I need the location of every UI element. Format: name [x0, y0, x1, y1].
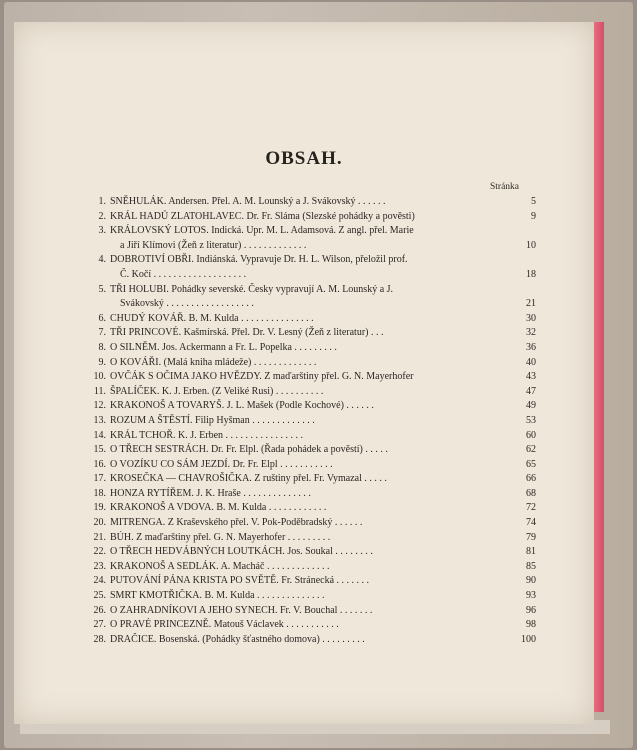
entry-page: 49: [526, 400, 536, 412]
toc-entry: [86, 370, 536, 385]
entry-number: 24.: [93, 575, 106, 587]
entry-number: 17.: [93, 473, 106, 485]
entry-number: 1.: [98, 196, 106, 207]
entry-title: TŘI PRINCOVÉ. Kašmírská. Přel. Dr. V. Lesný (Žeň z literatur) . . .: [110, 327, 384, 339]
entry-title: DOBROTIVÍ OBŘI. Indiánská. Vypravuje Dr. H. L. Wilson, přeložil prof.: [110, 254, 408, 266]
toc-entry: [86, 443, 536, 458]
entry-page: 96: [526, 604, 536, 616]
entry-title: ROZUM A ŠTĚSTÍ. Filip Hyšman . . . . . . . . . . . . .: [110, 414, 315, 426]
entry-page: 81: [526, 546, 536, 558]
entry-page: 98: [526, 619, 536, 631]
entry-number: 27.: [93, 619, 106, 631]
entry-number: 18.: [93, 487, 106, 499]
entry-number: 16.: [93, 458, 106, 470]
entry-title: PUTOVÁNÍ PÁNA KRISTA PO SVĚTĚ. Fr. Stránecká . . . . . . .: [110, 575, 370, 587]
entry-page: 21: [526, 298, 536, 310]
entry-title: BÚH. Z maďarštiny přel. G. N. Mayerhofer . . . . . . . . .: [110, 531, 331, 543]
toc-entry: [86, 385, 536, 400]
toc-entry: [86, 458, 536, 473]
page-title: OBSAH.: [265, 148, 343, 169]
entry-title: ŠPALÍČEK. K. J. Erben. (Z Veliké Rusi) . . . . . . . . . .: [110, 385, 324, 397]
entry-title: O VOZÍKU CO SÁM JEZDÍ. Dr. Fr. Elpl . . . . . . . . . . .: [110, 458, 333, 470]
entry-number: 14.: [93, 429, 106, 441]
entry-page: 36: [526, 341, 536, 353]
toc-entry: [86, 516, 536, 531]
toc-entry: [86, 560, 536, 575]
entry-page: 100: [521, 633, 536, 645]
toc-entry: [86, 195, 536, 210]
entry-page: 53: [526, 414, 536, 426]
table-of-contents: [86, 195, 536, 647]
entry-page: 66: [526, 473, 536, 485]
toc-entry: [86, 239, 536, 254]
entry-number: 26.: [93, 604, 106, 616]
entry-page: 9: [531, 210, 536, 222]
entry-title: O TŘECH HEDVÁBNÝCH LOUTKÁCH. Jos. Soukal . . . . . . . .: [110, 546, 373, 558]
entry-title: O PRAVÉ PRINCEZNĚ. Matouš Václavek . . . . . . . . . . .: [110, 619, 339, 631]
entry-page: 68: [526, 487, 536, 499]
entry-page: 5: [531, 196, 536, 207]
entry-number: 6.: [98, 312, 106, 324]
entry-page: 62: [526, 444, 536, 456]
entry-number: 9.: [98, 356, 106, 368]
entry-title: KRAKONOŠ A TOVARYŠ. J. L. Mašek (Podle Kochové) . . . . . .: [110, 400, 374, 412]
toc-entry: [86, 210, 536, 225]
toc-entry: [86, 341, 536, 356]
entry-title: O ZAHRADNÍKOVI A JEHO SYNECH. Fr. V. Bouchal . . . . . . .: [110, 604, 373, 616]
entry-page: 47: [526, 385, 536, 397]
toc-entry: [86, 326, 536, 341]
toc-entry: [86, 429, 536, 444]
entry-page: 85: [526, 560, 536, 572]
toc-entry: [86, 633, 536, 648]
entry-title: KRÁL TCHOŘ. K. J. Erben . . . . . . . . . . . . . . . .: [110, 429, 304, 441]
entry-page: 43: [526, 371, 536, 383]
entry-title: O TŘECH SESTRÁCH. Dr. Fr. Elpl. (Řada pohádek a pověstí) . . . . .: [110, 444, 388, 456]
toc-entry: [86, 399, 536, 414]
entry-title: KRÁL HADŮ ZLATOHLAVEC. Dr. Fr. Sláma (Slezské pohádky a pověsti): [110, 210, 415, 222]
entry-title: KRÁLOVSKÝ LOTOS. Indická. Upr. M. L. Adamsová. Z angl. přel. Marie: [110, 225, 414, 237]
entry-title: KROSEČKA — CHAVROŠIČKA. Z ruštiny přel. Fr. Vymazal . . . . .: [110, 473, 387, 485]
entry-page: 74: [526, 517, 536, 529]
entry-number: 25.: [93, 590, 106, 602]
book-page: [14, 22, 594, 724]
toc-entry: [86, 312, 536, 327]
toc-entry: [86, 414, 536, 429]
toc-entry: [86, 253, 536, 268]
entry-page: 72: [526, 502, 536, 514]
entry-title: a Jiří Klímovi (Žeň z literatur) . . . . . . . . . . . . .: [120, 239, 307, 251]
entry-title: O KOVÁŘI. (Malá knihа mládeže) . . . . . . . . . . . . .: [110, 356, 317, 368]
entry-number: 11.: [93, 385, 106, 397]
toc-entry: [86, 604, 536, 619]
entry-page: 40: [526, 356, 536, 368]
entry-title: OVČÁK S OČIMA JAKO HVĚZDY. Z maďarštiny přel. G. N. Mayerhofer: [110, 371, 414, 383]
entry-title: SNĚHULÁK. Andersen. Přel. A. M. Lounský a J. Svákovský . . . . . .: [110, 196, 386, 207]
entry-number: 5.: [98, 283, 106, 295]
toc-entry: [86, 487, 536, 502]
entry-title: CHUDÝ KOVÁŘ. B. M. Kulda . . . . . . . . . . . . . . .: [110, 312, 314, 324]
entry-number: 7.: [98, 327, 106, 339]
entry-number: 28.: [93, 633, 106, 645]
entry-number: 2.: [98, 210, 106, 222]
entry-page: 18: [526, 268, 536, 280]
entry-number: 19.: [93, 502, 106, 514]
entry-number: 12.: [93, 400, 106, 412]
entry-title: TŘI HOLUBI. Pohádky severské. Česky vypravují A. M. Lounský a J.: [110, 283, 394, 295]
toc-entry: [86, 283, 536, 298]
entry-title: Svákovský . . . . . . . . . . . . . . . . . .: [120, 298, 254, 310]
entry-number: 22.: [93, 546, 106, 558]
entry-page: 65: [526, 458, 536, 470]
entry-title: MITRENGA. Z Kraševského přel. V. Pok-Poděbradský . . . . . .: [110, 517, 363, 529]
page-column-label: Stránka: [490, 182, 520, 192]
entry-number: 21.: [93, 531, 106, 543]
entry-number: 10.: [93, 371, 106, 383]
entry-title: DRAČICE. Bosenská. (Pohádky šťastného domova) . . . . . . . . .: [110, 633, 365, 645]
entry-number: 20.: [93, 517, 106, 529]
toc-entry: [86, 472, 536, 487]
toc-entry: [86, 224, 536, 239]
entry-number: 15.: [93, 444, 106, 456]
entry-page: 79: [526, 531, 536, 543]
entry-title: Č. Kočí . . . . . . . . . . . . . . . . . . .: [120, 268, 247, 280]
entry-title: O SILNĚM. Jos. Ackermann a Fr. L. Popelka . . . . . . . . .: [110, 341, 337, 353]
entry-page: 10: [526, 239, 536, 251]
entry-number: 8.: [98, 341, 106, 353]
toc-entry: [86, 297, 536, 312]
entry-page: 32: [526, 327, 536, 339]
entry-title: KRAKONOŠ A SEDLÁK. A. Macháč . . . . . . . . . . . . .: [110, 560, 330, 572]
entry-number: 3.: [98, 225, 106, 237]
toc-entry: [86, 531, 536, 546]
entry-title: SMRT KMOTŘIČKA. B. M. Kulda . . . . . . . . . . . . . .: [110, 590, 325, 602]
toc-entry: [86, 356, 536, 371]
entry-number: 23.: [93, 560, 106, 572]
entry-number: 4.: [98, 254, 106, 266]
toc-entry: [86, 501, 536, 516]
entry-number: 13.: [93, 414, 106, 426]
entry-title: HONZA RYTÍŘEM. J. K. Hraše . . . . . . . . . . . . . .: [110, 487, 311, 499]
entry-page: 90: [526, 575, 536, 587]
entry-title: KRAKONOŠ A VDOVA. B. M. Kulda . . . . . . . . . . . .: [110, 502, 327, 514]
toc-entry: [86, 589, 536, 604]
entry-page: 60: [526, 429, 536, 441]
entry-page: 93: [526, 590, 536, 602]
toc-entry: [86, 618, 536, 633]
toc-entry: [86, 545, 536, 560]
entry-page: 30: [526, 312, 536, 324]
toc-entry: [86, 574, 536, 589]
toc-entry: [86, 268, 536, 283]
